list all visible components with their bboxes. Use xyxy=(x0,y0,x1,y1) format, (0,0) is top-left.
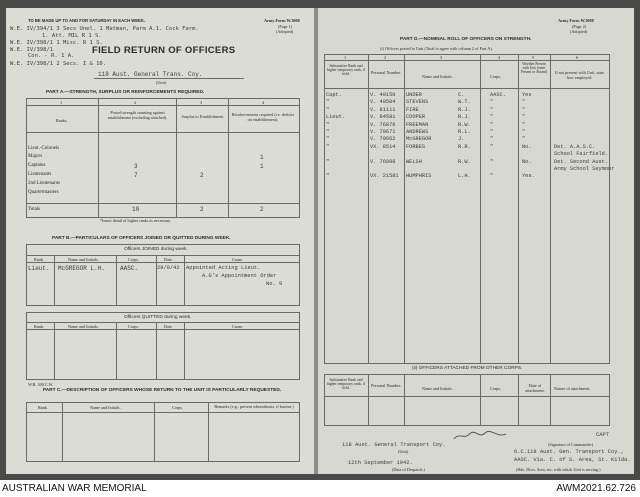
att-col-nature: Nature of attachment. xyxy=(554,386,591,391)
col-number-header: Personal Number. xyxy=(370,70,401,75)
joined-col-cause: Cause. xyxy=(232,257,244,262)
roll-name: STEVENS xyxy=(406,99,429,106)
roll-num: V. 76088 xyxy=(370,158,396,165)
right-page xyxy=(318,8,634,474)
quitted-col-corps: Corps. xyxy=(128,324,140,329)
majors-reinf: 1 xyxy=(260,154,264,161)
lieutenants-surplus: 2 xyxy=(200,172,204,179)
roll-employed: Det. Second Aust. xyxy=(554,158,609,165)
rank-row: Captains xyxy=(28,163,46,168)
part-d-colnum-5: 5 xyxy=(532,55,535,60)
quitted-col-cause: Cause. xyxy=(232,324,244,329)
form-title: FIELD RETURN OF OFFICERS xyxy=(92,45,236,56)
part-c-col-name: Name and Initials. xyxy=(90,405,121,410)
roll-employed: Army School Seymour xyxy=(554,166,615,172)
part-a-colnum-2: 2 xyxy=(134,100,137,105)
attached-table xyxy=(324,374,610,426)
att-col-corps: Corps. xyxy=(490,386,502,391)
form-number-p2: Army Form W.3008 xyxy=(558,18,594,23)
roll-present: " xyxy=(522,99,526,106)
quitted-title: Officers QUITTED during week. xyxy=(124,315,192,320)
left-page xyxy=(6,8,314,474)
totals-label: Totals xyxy=(28,207,41,212)
col-rank-header: Substantive Rank and higher temporary rank, if held. xyxy=(326,64,366,76)
roll-num: V. 40150 xyxy=(370,92,396,98)
captains-posted: 3 xyxy=(134,163,138,170)
wd-ref-6: W.E. IV/398/1 2 Secs. I & 10. xyxy=(10,61,107,67)
rank-row: 2nd Lieutenants xyxy=(28,181,61,186)
roll-present: " xyxy=(522,136,526,143)
totals-surplus: 2 xyxy=(200,206,204,213)
attached-title: (ii) OFFICERS ATTACHED FROM OTHER CORPS. xyxy=(412,366,523,371)
joined-date: 28/8/42 xyxy=(157,265,180,271)
joined-cause: Appointed Acting Lieut. xyxy=(186,265,261,271)
despatch-date: 12th September 1942. xyxy=(348,460,413,466)
joined-rank: Lieut. xyxy=(28,265,50,272)
command-line-1: O.C.118 Aust. Gen. Transport Coy., xyxy=(514,449,624,455)
date-caption: (Date of Despatch.) xyxy=(392,467,425,472)
part-a-title: PART A.—STRENGTH, SURPLUS OR REINFORCEMENTS REQUIRED. xyxy=(46,90,205,95)
roll-name: HUMPHRIS xyxy=(406,173,432,180)
rank-row: Quartermasters xyxy=(28,190,59,195)
roll-present: Yes. xyxy=(522,173,535,180)
roll-rank: " xyxy=(326,106,330,113)
roll-num: V. 81111 xyxy=(370,106,396,113)
page-label-p2: (Page 2) xyxy=(572,24,587,29)
part-a-footnote: *Insert detail of higher ranks as necessary. xyxy=(100,218,172,223)
part-d-colnum-2: 2 xyxy=(384,55,387,60)
part-d-colnum-6: 6 xyxy=(576,55,579,60)
page-label: (Page 1) xyxy=(278,24,293,29)
roll-corps: " xyxy=(490,136,494,143)
totals-reinf: 2 xyxy=(260,206,264,213)
roll-init: R.R. xyxy=(458,143,471,150)
roll-num: V. 76876 xyxy=(370,121,396,128)
joined-col-corps: Corps. xyxy=(128,257,140,262)
roll-name: FIRE xyxy=(406,106,419,113)
roll-present: " xyxy=(522,106,526,113)
quitted-col-name: Name and Initials. xyxy=(68,324,99,329)
roll-corps: " xyxy=(490,129,494,135)
part-c-title: PART C.—DESCRIPTION OF OFFICERS WHOSE RETURN TO THE UNIT IS PARTICULARLY REQUESTED. xyxy=(42,388,282,393)
roll-name: UNDER xyxy=(406,92,422,98)
wd-ref-1: W.E. IV/394/1 3 Secs Unel. 1 Matman, Parm A.1. Cock Farm. xyxy=(10,26,199,32)
print-reference: W.B. 300 C.W. xyxy=(28,382,54,387)
instruction-text: TO BE MADE UP TO AND FOR SATURDAY IN EACH WEEK. xyxy=(28,18,146,23)
roll-num: VX. 21581 xyxy=(370,173,399,180)
part-d-colnum-1: 1 xyxy=(344,55,347,60)
roll-init: R.L. xyxy=(458,129,471,135)
roll-rank: " xyxy=(326,173,330,180)
roll-num: VX. 8514 xyxy=(370,143,396,150)
wd-ref-2: 1. Att. MIL R 1 S. xyxy=(42,33,102,39)
quitted-col-rank: Rank. xyxy=(34,324,44,329)
signature-unit-caption: (Unit) xyxy=(398,449,409,454)
part-c-col-corps: Corps. xyxy=(172,405,184,410)
roll-init: R.W. xyxy=(458,121,471,128)
roll-rank: " xyxy=(326,129,330,135)
roll-num: V. 84581 xyxy=(370,114,396,121)
unit-caption: (Unit) xyxy=(156,80,167,85)
roll-present: " xyxy=(522,121,526,128)
roll-name: FORBES xyxy=(406,143,426,150)
roll-employed: School Fairfield. xyxy=(554,151,609,158)
address-caption: (Bde, Divn, Area, etc, with which Unit is serving.) xyxy=(516,467,601,472)
roll-init: W.T. xyxy=(458,99,471,106)
adopted-label-p2: (Adopted) xyxy=(570,29,588,34)
att-col-name: Name and Initials. xyxy=(422,386,453,391)
roll-present: " xyxy=(522,114,526,121)
col-corps-header: Corps. xyxy=(490,74,502,79)
roll-rank: " xyxy=(326,143,330,150)
captains-reinf: 1 xyxy=(260,163,264,170)
col-ranks-header: Ranks. xyxy=(56,118,68,123)
part-d-colnum-4: 4 xyxy=(498,55,501,60)
roll-name: COOPER xyxy=(406,114,426,121)
roll-init: C. xyxy=(458,92,465,98)
adopted-label: (Adopted) xyxy=(276,29,294,34)
rank-row: Lieut.-Colonels xyxy=(28,146,60,151)
roll-corps: " xyxy=(490,158,494,165)
rank-row: Majors xyxy=(28,154,43,159)
part-c-col-rank: Rank. xyxy=(38,405,48,410)
col-employed-header: If not present with Unit, state how employed. xyxy=(554,70,605,80)
signature-mark xyxy=(452,430,510,442)
lieutenants-posted: 7 xyxy=(134,172,138,179)
roll-num: V. 79671 xyxy=(370,129,396,135)
roll-init: J. xyxy=(458,136,465,143)
roll-corps: " xyxy=(490,121,494,128)
roll-rank: " xyxy=(326,121,330,128)
signature-rank: CAPT xyxy=(596,432,609,438)
quitted-col-date: Date. xyxy=(164,324,173,329)
roll-rank: Lieut. xyxy=(326,114,346,121)
part-d-title: PART D.—NOMINAL ROLL OF OFFICERS ON STRENGTH. xyxy=(400,37,532,42)
roll-name: ANDREWS xyxy=(406,129,429,135)
signature-caption: (Signature of Commander) xyxy=(548,442,594,447)
joined-name: McGREGOR L.H. xyxy=(58,265,105,272)
roll-init: R.J. xyxy=(458,106,471,113)
part-b-title: PART B.—PARTICULARS OF OFFICERS JOINED OR QUITTED DURING WEEK. xyxy=(52,236,231,241)
roll-corps: " xyxy=(490,143,494,150)
joined-title: Officers JOINED during week. xyxy=(124,247,188,252)
roll-present: Yes xyxy=(522,92,532,98)
footer-credit-left: AUSTRALIAN WAR MEMORIAL xyxy=(2,483,147,494)
joined-corps: AASC. xyxy=(120,265,139,272)
roll-init: R.W. xyxy=(458,158,471,165)
roll-rank: " xyxy=(326,158,330,165)
roll-name: FREEMAN xyxy=(406,121,429,128)
part-a-colnum-3: 3 xyxy=(200,100,203,105)
part-a-colnum-4: 4 xyxy=(262,100,265,105)
roll-num: V. 40504 xyxy=(370,99,396,106)
roll-rank: " xyxy=(326,99,330,106)
roll-num: V. 79662 xyxy=(370,136,396,143)
wd-ref-3: W.E. IV/398/1 1 Misc. R 1 S. xyxy=(10,40,103,46)
roll-name: McGREGOR xyxy=(406,136,432,143)
att-col-date: Date of attachment. xyxy=(525,383,545,393)
col-surplus-header: Surplus to Establishment. xyxy=(181,114,225,119)
part-d-colnum-3: 3 xyxy=(440,55,443,60)
part-c-table xyxy=(26,402,300,462)
joined-cause-2: A.G's Appointment Order xyxy=(202,273,277,279)
roll-corps: " xyxy=(490,106,494,113)
att-col-number: Personal Number. xyxy=(370,383,401,388)
col-posted-header: Posted strength counting against establishment (excluding attached). xyxy=(107,110,168,120)
totals-posted: 10 xyxy=(132,206,140,213)
joined-col-rank: Rank. xyxy=(34,257,44,262)
roll-rank: Capt. xyxy=(326,92,342,98)
footer-accession-number: AWM2021.62.726 xyxy=(556,483,636,494)
roll-init: L.H. xyxy=(458,173,471,180)
part-c-col-remarks: Remarks (e.g., present whereabouts, if known.) xyxy=(214,404,294,409)
roll-employed: Det. A.A.S.C. xyxy=(554,143,596,150)
col-reinf-header: Reinforcements required (i.e. deficits on establishment). xyxy=(231,112,295,122)
posted-subtitle: (i) Officers posted to Unit (Total to agree with column 2 of Part A). xyxy=(380,46,493,51)
col-present-header: Whether Present with Unit (enter Present or Absent) xyxy=(520,62,548,74)
roll-name: WELSH xyxy=(406,158,422,165)
roll-present: No. xyxy=(522,158,532,165)
unit-underline xyxy=(94,78,244,79)
form-number: Army Form W.3008 xyxy=(264,18,300,23)
roll-present: " xyxy=(522,129,526,135)
wd-ref-5: Con. - R. 1 A. xyxy=(28,53,75,59)
roll-init: R.J. xyxy=(458,114,471,121)
rank-row: Lieutenants xyxy=(28,172,52,177)
att-col-rank: Substantive Rank and higher temporary rank, if held. xyxy=(326,378,366,390)
roll-corps: " xyxy=(490,173,494,180)
joined-cause-3: No. 9 xyxy=(266,281,283,287)
command-line-2: AASC. Via. C. of S. Area, St. Kilda. xyxy=(514,457,631,463)
part-a-colnum-1: 1 xyxy=(60,100,63,105)
col-name-header: Name and Initials. xyxy=(422,74,453,79)
roll-rank: " xyxy=(326,136,330,143)
joined-col-date: Date. xyxy=(164,257,173,262)
signature-unit: 118 Aust. General Transport Coy. xyxy=(342,442,446,448)
wd-ref-4: W.E. IV/398/1 xyxy=(10,47,54,53)
joined-col-name: Name and Initials. xyxy=(68,257,99,262)
unit-name: 118 Aust. General Trans. Coy. xyxy=(98,71,203,78)
roll-corps: " xyxy=(490,99,494,106)
roll-present: No. xyxy=(522,143,532,150)
roll-corps: AASC. xyxy=(490,92,506,98)
roll-corps: " xyxy=(490,114,494,121)
